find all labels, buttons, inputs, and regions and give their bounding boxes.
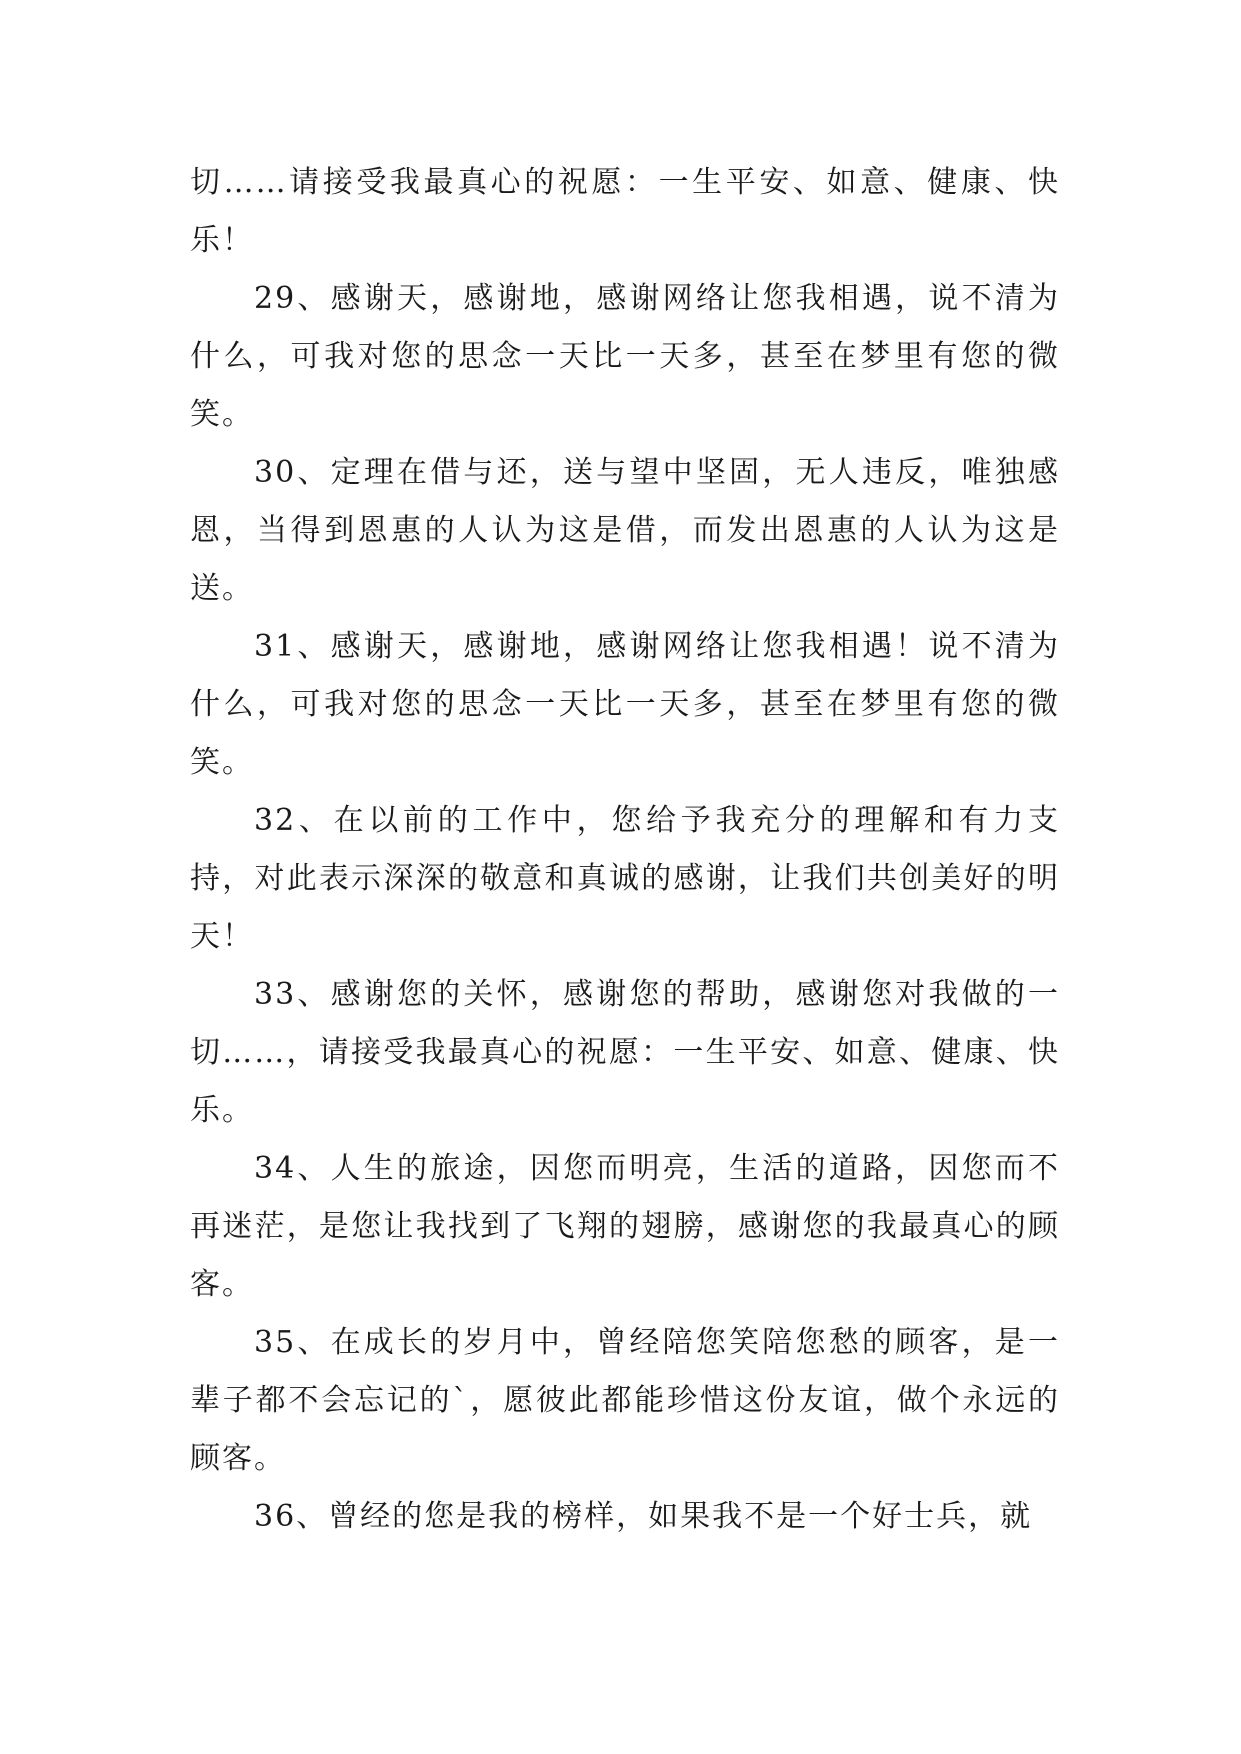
paragraph-30: 30、定理在借与还，送与望中坚固，无人违反，唯独感恩，当得到恩惠的人认为这是借，而发出恩惠的人认为这是送。 <box>190 455 1060 606</box>
paragraph-32: 32、在以前的工作中，您给予我充分的理解和有力支持，对此表示深深的敬意和真诚的感谢，让我们共创美好的明天！ <box>190 803 1060 954</box>
paragraph-continuation: 切……请接受我最真心的祝愿：一生平安、如意、健康、快乐！ <box>190 165 1060 258</box>
paragraph-36: 36、曾经的您是我的榜样，如果我不是一个好士兵，就 <box>254 1499 1033 1534</box>
document-body <box>190 154 1060 1546</box>
paragraph-31: 31、感谢天，感谢地，感谢网络让您我相遇！说不清为什么，可我对您的思念一天比一天多，甚至在梦里有您的微笑。 <box>190 629 1060 780</box>
paragraph-33: 33、感谢您的关怀，感谢您的帮助，感谢您对我做的一切……，请接受我最真心的祝愿：一生平安、如意、健康、快乐。 <box>190 977 1060 1128</box>
paragraph-34: 34、人生的旅途，因您而明亮，生活的道路，因您而不再迷茫，是您让我找到了飞翔的翅膀，感谢您的我最真心的顾客。 <box>190 1151 1060 1302</box>
paragraph-35: 35、在成长的岁月中，曾经陪您笑陪您愁的顾客，是一辈子都不会忘记的`，愿彼此都能珍惜这份友谊，做个永远的顾客。 <box>190 1325 1060 1476</box>
paragraph-29: 29、感谢天，感谢地，感谢网络让您我相遇，说不清为什么，可我对您的思念一天比一天多，甚至在梦里有您的微笑。 <box>190 281 1060 432</box>
